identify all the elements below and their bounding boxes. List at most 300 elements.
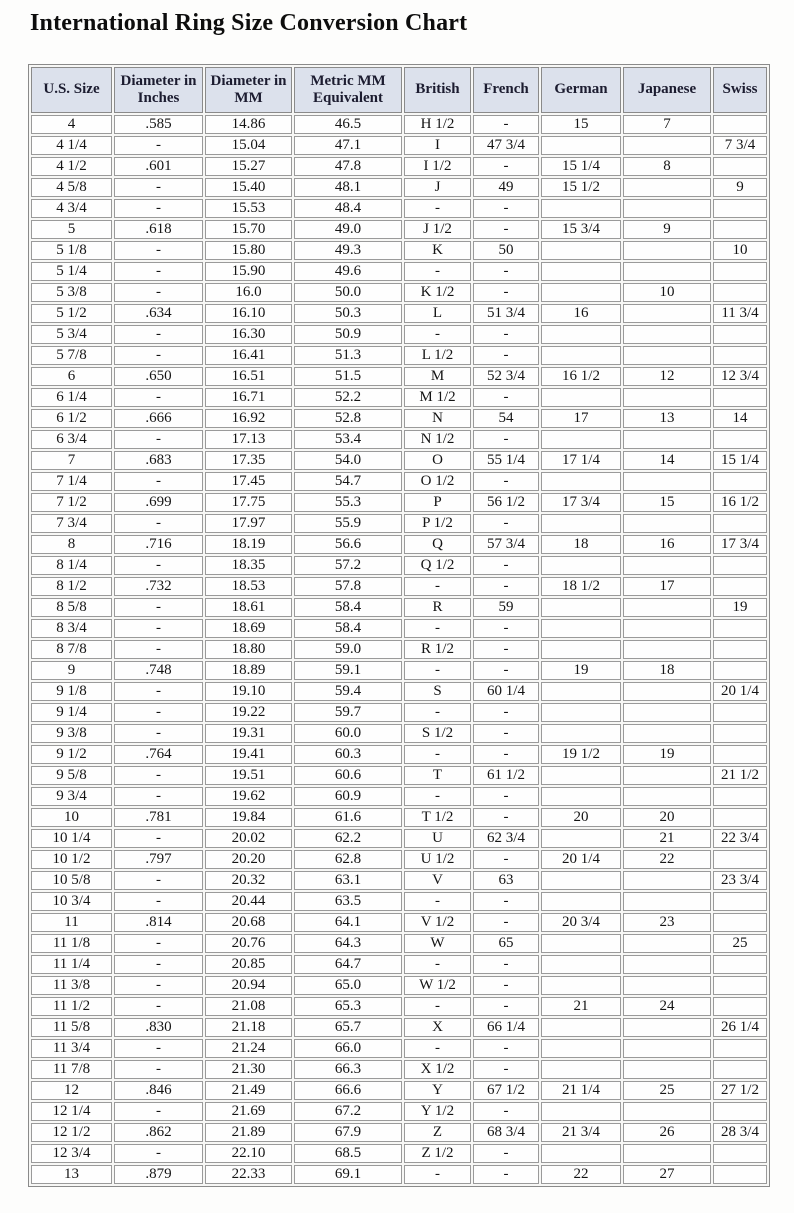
table-cell: - [473, 997, 539, 1016]
table-cell: Z 1/2 [404, 1144, 471, 1163]
table-cell: 47 3/4 [473, 136, 539, 155]
table-cell: 11 3/4 [31, 1039, 112, 1058]
table-row [31, 1081, 767, 1100]
column-header-4: British [404, 67, 471, 113]
table-cell: 6 3/4 [31, 430, 112, 449]
table-row [31, 577, 767, 596]
table-cell: - [114, 1144, 203, 1163]
table-cell [541, 766, 621, 785]
table-cell: J 1/2 [404, 220, 471, 239]
table-cell: 26 1/4 [713, 1018, 767, 1037]
table-cell [713, 388, 767, 407]
table-cell: - [114, 325, 203, 344]
table-cell [541, 430, 621, 449]
table-cell: 15 1/2 [541, 178, 621, 197]
table-cell: 66.0 [294, 1039, 402, 1058]
table-cell: 16.92 [205, 409, 292, 428]
table-cell: - [473, 283, 539, 302]
table-cell: 10 [713, 241, 767, 260]
table-cell: 55.3 [294, 493, 402, 512]
table-cell: 20 [541, 808, 621, 827]
table-cell: K 1/2 [404, 283, 471, 302]
table-cell: 21 [623, 829, 711, 848]
table-cell [713, 199, 767, 218]
table-cell: - [473, 199, 539, 218]
table-cell: 11 [31, 913, 112, 932]
column-header-7: Japanese [623, 67, 711, 113]
table-cell [713, 577, 767, 596]
table-cell: - [473, 745, 539, 764]
table-cell: - [114, 871, 203, 890]
table-cell: X 1/2 [404, 1060, 471, 1079]
table-row [31, 682, 767, 701]
table-row [31, 892, 767, 911]
table-cell: 55.9 [294, 514, 402, 533]
table-cell: Z [404, 1123, 471, 1142]
table-cell: 56 1/2 [473, 493, 539, 512]
table-cell: - [114, 241, 203, 260]
table-cell: - [473, 1039, 539, 1058]
table-cell: 21 1/2 [713, 766, 767, 785]
table-cell: 10 5/8 [31, 871, 112, 890]
table-cell: - [114, 892, 203, 911]
table-cell: 51 3/4 [473, 304, 539, 323]
table-cell: 16.71 [205, 388, 292, 407]
column-header-2: Diameter in MM [205, 67, 292, 113]
table-cell: 49.0 [294, 220, 402, 239]
table-cell [713, 955, 767, 974]
table-cell: 60.3 [294, 745, 402, 764]
ring-size-conversion-table [28, 64, 770, 1187]
table-cell: 19 1/2 [541, 745, 621, 764]
table-row [31, 472, 767, 491]
table-cell: - [473, 661, 539, 680]
table-row [31, 598, 767, 617]
table-cell: 17.97 [205, 514, 292, 533]
table-cell: 7 [623, 115, 711, 134]
table-cell [713, 220, 767, 239]
table-cell [541, 472, 621, 491]
table-row [31, 976, 767, 995]
table-cell [541, 514, 621, 533]
table-cell [541, 955, 621, 974]
table-cell: 5 1/4 [31, 262, 112, 281]
table-cell: 20.02 [205, 829, 292, 848]
table-cell: - [114, 682, 203, 701]
table-cell [713, 157, 767, 176]
table-cell [623, 787, 711, 806]
table-cell: 22 3/4 [713, 829, 767, 848]
table-cell: - [404, 325, 471, 344]
table-cell: 61.6 [294, 808, 402, 827]
table-row [31, 766, 767, 785]
table-cell [713, 1144, 767, 1163]
table-cell: 4 5/8 [31, 178, 112, 197]
table-body [31, 115, 767, 1184]
table-cell [623, 640, 711, 659]
table-cell: 60.6 [294, 766, 402, 785]
table-row [31, 136, 767, 155]
table-cell: 10 1/2 [31, 850, 112, 869]
table-row [31, 745, 767, 764]
table-cell [541, 871, 621, 890]
table-cell: .666 [114, 409, 203, 428]
table-cell: 50 [473, 241, 539, 260]
table-cell: 20.20 [205, 850, 292, 869]
table-cell: 5 [31, 220, 112, 239]
table-cell: - [473, 514, 539, 533]
table-row [31, 115, 767, 134]
table-cell: 61 1/2 [473, 766, 539, 785]
table-cell: 8 1/4 [31, 556, 112, 575]
table-cell: 10 [623, 283, 711, 302]
table-cell: .683 [114, 451, 203, 470]
table-cell: T 1/2 [404, 808, 471, 827]
table-cell [541, 619, 621, 638]
table-cell: 13 [623, 409, 711, 428]
table-cell: 51.5 [294, 367, 402, 386]
table-cell: 20.94 [205, 976, 292, 995]
table-cell [713, 640, 767, 659]
table-cell: 12 3/4 [713, 367, 767, 386]
table-cell: 7 1/4 [31, 472, 112, 491]
table-header [31, 67, 767, 113]
table-cell: 15.40 [205, 178, 292, 197]
table-cell: 48.4 [294, 199, 402, 218]
table-cell: 49.6 [294, 262, 402, 281]
table-cell [713, 1165, 767, 1184]
table-cell: 14 [623, 451, 711, 470]
table-cell: - [473, 850, 539, 869]
table-cell: 9 5/8 [31, 766, 112, 785]
table-cell: 67 1/2 [473, 1081, 539, 1100]
table-cell: - [114, 619, 203, 638]
table-cell [623, 472, 711, 491]
table-cell: 54.0 [294, 451, 402, 470]
table-cell [623, 724, 711, 743]
table-cell: 7 [31, 451, 112, 470]
table-cell: 15 1/4 [541, 157, 621, 176]
table-cell: 17 [541, 409, 621, 428]
table-cell: 11 3/8 [31, 976, 112, 995]
table-row [31, 661, 767, 680]
table-cell: 57.2 [294, 556, 402, 575]
table-cell [713, 283, 767, 302]
table-cell: 10 1/4 [31, 829, 112, 848]
table-cell: - [114, 1102, 203, 1121]
table-cell: - [473, 1060, 539, 1079]
table-cell: N [404, 409, 471, 428]
table-cell [541, 325, 621, 344]
table-cell: 15 3/4 [541, 220, 621, 239]
table-cell: O [404, 451, 471, 470]
table-cell [713, 703, 767, 722]
table-cell: K [404, 241, 471, 260]
table-cell: 6 1/2 [31, 409, 112, 428]
table-cell: .716 [114, 535, 203, 554]
table-cell: - [404, 262, 471, 281]
table-cell: - [114, 640, 203, 659]
table-cell [623, 682, 711, 701]
table-cell [541, 892, 621, 911]
table-row [31, 157, 767, 176]
table-cell [623, 1039, 711, 1058]
table-cell [541, 262, 621, 281]
table-cell: 56.6 [294, 535, 402, 554]
table-cell: 18.53 [205, 577, 292, 596]
table-cell: 22 [623, 850, 711, 869]
table-cell: M 1/2 [404, 388, 471, 407]
table-row [31, 724, 767, 743]
table-cell [713, 787, 767, 806]
table-cell: 19.41 [205, 745, 292, 764]
table-cell: 62 3/4 [473, 829, 539, 848]
table-cell: - [473, 787, 539, 806]
table-cell [713, 262, 767, 281]
table-cell [541, 388, 621, 407]
table-cell: 8 3/4 [31, 619, 112, 638]
table-cell: 65 [473, 934, 539, 953]
table-cell: 19.31 [205, 724, 292, 743]
table-cell: 17.45 [205, 472, 292, 491]
table-row [31, 451, 767, 470]
table-cell: 18.80 [205, 640, 292, 659]
table-cell [541, 787, 621, 806]
table-cell [541, 346, 621, 365]
table-row [31, 493, 767, 512]
table-row [31, 703, 767, 722]
table-cell [623, 598, 711, 617]
table-cell [713, 892, 767, 911]
table-row [31, 430, 767, 449]
table-row [31, 1165, 767, 1184]
table-cell: .862 [114, 1123, 203, 1142]
table-cell: - [473, 724, 539, 743]
column-header-8: Swiss [713, 67, 767, 113]
table-cell: 19.84 [205, 808, 292, 827]
table-cell: 16 1/2 [713, 493, 767, 512]
table-cell: 63.5 [294, 892, 402, 911]
table-cell: 7 3/4 [31, 514, 112, 533]
table-cell: 16 [541, 304, 621, 323]
table-cell: .618 [114, 220, 203, 239]
table-cell: 18 1/2 [541, 577, 621, 596]
table-cell [541, 1018, 621, 1037]
table-cell: 7 3/4 [713, 136, 767, 155]
table-header-row [31, 67, 767, 113]
table-cell [623, 619, 711, 638]
table-cell [541, 241, 621, 260]
table-cell: .748 [114, 661, 203, 680]
table-cell: 20.32 [205, 871, 292, 890]
table-cell: 14.86 [205, 115, 292, 134]
table-cell: 5 3/8 [31, 283, 112, 302]
table-row [31, 934, 767, 953]
table-cell: 20 1/4 [541, 850, 621, 869]
table-cell [713, 556, 767, 575]
table-cell [713, 808, 767, 827]
table-row [31, 346, 767, 365]
table-cell: 60 1/4 [473, 682, 539, 701]
table-cell: 50.3 [294, 304, 402, 323]
table-cell: 11 1/2 [31, 997, 112, 1016]
table-cell: 17.35 [205, 451, 292, 470]
table-row [31, 808, 767, 827]
table-cell: M [404, 367, 471, 386]
table-cell: 19 [623, 745, 711, 764]
table-cell: - [114, 1060, 203, 1079]
table-cell [541, 682, 621, 701]
table-cell: 7 1/2 [31, 493, 112, 512]
table-cell: - [114, 199, 203, 218]
table-cell [623, 388, 711, 407]
table-cell: 19.10 [205, 682, 292, 701]
table-cell: 23 3/4 [713, 871, 767, 890]
table-cell: 53.4 [294, 430, 402, 449]
column-header-3: Metric MM Equivalent [294, 67, 402, 113]
table-cell: 18.35 [205, 556, 292, 575]
table-cell: 16.0 [205, 283, 292, 302]
table-cell: 60.9 [294, 787, 402, 806]
table-cell: 11 5/8 [31, 1018, 112, 1037]
table-cell: N 1/2 [404, 430, 471, 449]
table-cell: 18.69 [205, 619, 292, 638]
table-cell: - [473, 892, 539, 911]
table-cell: 64.3 [294, 934, 402, 953]
table-cell: 48.1 [294, 178, 402, 197]
table-cell: .764 [114, 745, 203, 764]
table-cell: - [114, 472, 203, 491]
table-cell: 21.89 [205, 1123, 292, 1142]
table-cell: 67.2 [294, 1102, 402, 1121]
table-cell [623, 703, 711, 722]
table-cell [713, 346, 767, 365]
table-cell [713, 913, 767, 932]
table-cell: - [473, 577, 539, 596]
table-cell: .732 [114, 577, 203, 596]
table-row [31, 409, 767, 428]
table-cell: 59.0 [294, 640, 402, 659]
table-cell: 15 [541, 115, 621, 134]
table-cell: 21 1/4 [541, 1081, 621, 1100]
table-cell: - [473, 157, 539, 176]
table-cell: 20 [623, 808, 711, 827]
table-row [31, 829, 767, 848]
table-row [31, 514, 767, 533]
table-cell: 21 [541, 997, 621, 1016]
table-cell [623, 178, 711, 197]
table-cell [541, 934, 621, 953]
table-cell: Y [404, 1081, 471, 1100]
table-cell: 11 3/4 [713, 304, 767, 323]
table-cell: - [404, 955, 471, 974]
table-cell: - [473, 346, 539, 365]
table-cell [623, 514, 711, 533]
table-cell [623, 430, 711, 449]
table-row [31, 262, 767, 281]
table-cell: 13 [31, 1165, 112, 1184]
table-cell: 4 [31, 115, 112, 134]
table-cell: - [114, 955, 203, 974]
table-cell: - [114, 787, 203, 806]
table-cell: .699 [114, 493, 203, 512]
table-cell: 21.08 [205, 997, 292, 1016]
table-cell: 21.49 [205, 1081, 292, 1100]
table-cell: - [473, 955, 539, 974]
table-cell: 11 1/8 [31, 934, 112, 953]
table-cell [713, 325, 767, 344]
table-cell: U 1/2 [404, 850, 471, 869]
table-cell: - [114, 976, 203, 995]
table-cell: 22.33 [205, 1165, 292, 1184]
table-cell: 50.0 [294, 283, 402, 302]
table-cell: 15.80 [205, 241, 292, 260]
table-cell: .585 [114, 115, 203, 134]
table-cell: 9 3/8 [31, 724, 112, 743]
table-cell: - [114, 598, 203, 617]
table-cell: 49.3 [294, 241, 402, 260]
table-cell: .846 [114, 1081, 203, 1100]
table-cell: 26 [623, 1123, 711, 1142]
table-cell: - [473, 220, 539, 239]
table-cell: - [404, 199, 471, 218]
table-row [31, 619, 767, 638]
table-cell: 21.18 [205, 1018, 292, 1037]
table-cell: - [404, 997, 471, 1016]
table-cell [541, 724, 621, 743]
table-cell: 9 1/4 [31, 703, 112, 722]
table-cell: .634 [114, 304, 203, 323]
table-cell: 11 1/4 [31, 955, 112, 974]
table-cell: 18.61 [205, 598, 292, 617]
table-cell: J [404, 178, 471, 197]
table-cell: 8 [623, 157, 711, 176]
table-cell [713, 115, 767, 134]
table-cell: 5 1/8 [31, 241, 112, 260]
table-cell: 15.53 [205, 199, 292, 218]
table-cell: - [473, 115, 539, 134]
table-cell: 19 [713, 598, 767, 617]
table-cell: 64.7 [294, 955, 402, 974]
table-cell: 54 [473, 409, 539, 428]
table-cell: 20 3/4 [541, 913, 621, 932]
table-cell [541, 1144, 621, 1163]
table-cell: 62.8 [294, 850, 402, 869]
table-cell: P [404, 493, 471, 512]
table-cell: - [473, 262, 539, 281]
table-cell: 20.68 [205, 913, 292, 932]
table-cell: - [114, 178, 203, 197]
table-cell: 52.8 [294, 409, 402, 428]
table-cell: 10 3/4 [31, 892, 112, 911]
table-cell: 66.3 [294, 1060, 402, 1079]
table-cell: 14 [713, 409, 767, 428]
table-cell [713, 1039, 767, 1058]
table-cell: 59.1 [294, 661, 402, 680]
table-cell: W [404, 934, 471, 953]
table-cell: 47.1 [294, 136, 402, 155]
table-cell [623, 976, 711, 995]
table-cell: - [404, 1165, 471, 1184]
table-cell: 25 [713, 934, 767, 953]
table-cell [623, 136, 711, 155]
table-cell: Q [404, 535, 471, 554]
table-cell: 20.44 [205, 892, 292, 911]
table-cell: - [473, 388, 539, 407]
table-cell: 5 1/2 [31, 304, 112, 323]
table-cell: 15.70 [205, 220, 292, 239]
table-row [31, 556, 767, 575]
